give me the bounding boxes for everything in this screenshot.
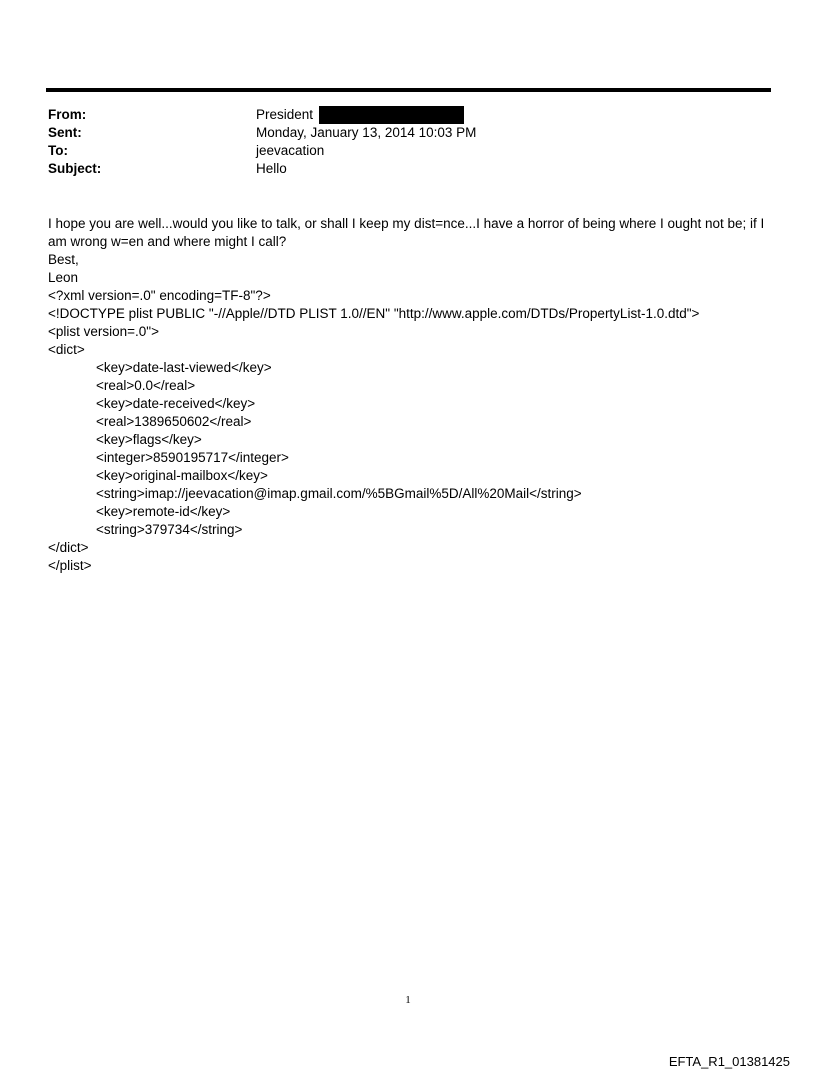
doctype-line: <!DOCTYPE plist PUBLIC "-//Apple//DTD PLIST 1.0//EN" "http://www.apple.com/DTDs/PropertyList-1.0.dtd">: [48, 306, 700, 321]
from-value-container: [256, 106, 768, 124]
dict-line: <real>1389650602</real>: [96, 414, 252, 429]
to-label: To:: [48, 143, 68, 158]
sent-label: Sent:: [48, 125, 82, 140]
from-value: President: [256, 107, 314, 122]
from-row: [48, 106, 768, 124]
plist-close: </plist>: [48, 558, 92, 573]
from-label: From:: [48, 107, 87, 122]
dict-open: <dict>: [48, 342, 85, 357]
dict-line: <key>flags</key>: [96, 432, 202, 447]
sent-row: [48, 124, 768, 142]
dict-line: <integer>8590195717</integer>: [96, 450, 289, 465]
redaction-block: [319, 106, 464, 124]
dict-line: <string>imap://jeevacation@imap.gmail.com/%5BGmail%5D/All%20Mail</string>: [96, 486, 582, 501]
dict-line: <key>original-mailbox</key>: [96, 468, 268, 483]
body-paragraph: I hope you are well...would you like to talk, or shall I keep my dist=nce...I have a horror of being where I ought not be; if I am wrong w=en and where might I call?: [48, 216, 765, 249]
dict-line: <key>date-last-viewed</key>: [96, 360, 272, 375]
email-body: [48, 215, 770, 575]
plist-open: <plist version=.0">: [48, 324, 159, 339]
dict-line: <real>0.0</real>: [96, 378, 196, 393]
subject-row: [48, 160, 768, 178]
dict-close: </dict>: [48, 540, 89, 555]
email-header: [48, 106, 768, 178]
top-divider: [46, 88, 771, 92]
subject-label: Subject:: [48, 161, 102, 176]
dict-line: <key>remote-id</key>: [96, 504, 231, 519]
page-number: 1: [405, 994, 411, 1006]
sent-value: Monday, January 13, 2014 10:03 PM: [256, 125, 477, 140]
to-row: [48, 142, 768, 160]
dict-line: <string>379734</string>: [96, 522, 243, 537]
subject-value: Hello: [256, 161, 287, 176]
to-value: jeevacation: [256, 143, 325, 158]
body-signature: Leon: [48, 270, 79, 285]
body-signoff: Best,: [48, 252, 79, 267]
dict-line: <key>date-received</key>: [96, 396, 256, 411]
xml-declaration: <?xml version=.0" encoding=TF-8"?>: [48, 288, 271, 303]
document-id: EFTA_R1_01381425: [668, 1054, 790, 1069]
